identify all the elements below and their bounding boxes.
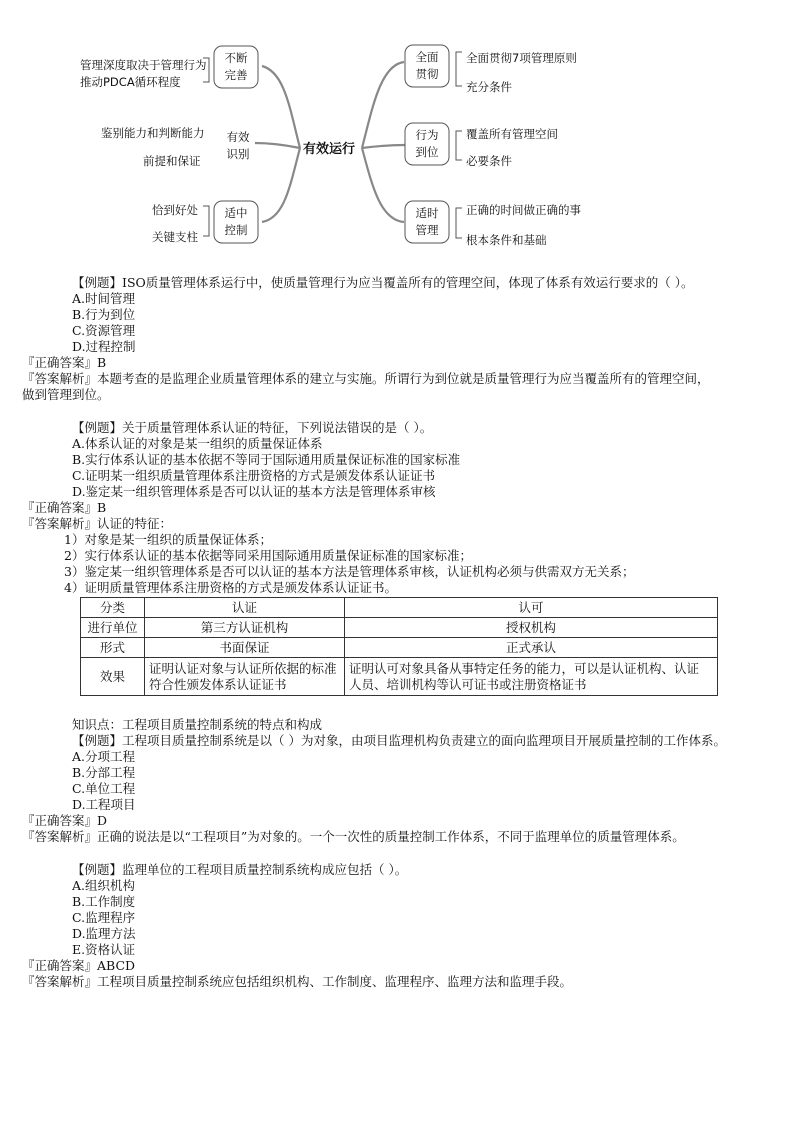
q1-option: A.时间管理 <box>72 291 136 306</box>
q4-answer: 『正确答案』ABCD <box>22 958 136 973</box>
q4-option: A.组织机构 <box>72 878 136 893</box>
q1-option: C.资源管理 <box>72 323 136 338</box>
q3-option: A.分项工程 <box>72 749 136 764</box>
table-cell-line: 人员、培训机构等认可证书或注册资格证书 <box>349 676 587 692</box>
table-row <box>81 658 718 696</box>
q4-analysis: 『答案解析』工程项目质量控制系统应包括组织机构、工作制度、监理程序、监理方法和监理手段。 <box>22 974 573 989</box>
mind-map-leaf: 根本条件和基础 <box>466 233 547 247</box>
q2-point: 3）鉴定某一组织管理体系是否可以认证的基本方法是管理体系审核，认证机构必须与供需双方无关系； <box>64 564 635 579</box>
mind-map-leaf: 推动PDCA循环程度 <box>80 75 181 89</box>
node-label: 适中 <box>224 206 248 220</box>
table-cell: 授权机构 <box>345 618 718 638</box>
q3-analysis: 『答案解析』正确的说法是以“工程项目”为对象的。一个一次性的质量控制工作体系，不同于监理单位的质量管理体系。 <box>22 829 685 844</box>
table-cell: 进行单位 <box>81 618 145 638</box>
q1-option: B.行为到位 <box>72 307 136 322</box>
q2-stem: 【例题】关于质量管理体系认证的特征，下列说法错误的是（ ）。 <box>72 420 433 435</box>
table-cell: 第三方认证机构 <box>145 618 345 638</box>
mind-map-node-behavior-in-place <box>405 123 449 165</box>
table-cell <box>145 658 345 696</box>
mind-map-leaf: 前提和保证 <box>143 154 201 168</box>
mind-map-node-full-implement <box>405 45 449 87</box>
mind-map-center: 有效运行 <box>303 142 356 157</box>
q4-option: B.工作制度 <box>72 894 136 909</box>
q4-option: E.资格认证 <box>72 942 136 957</box>
table-cell-line: 证明认可对象具备从事特定任务的能力，可以是认证机构、认证 <box>349 660 700 676</box>
mind-map-leaf: 管理深度取决于管理行为 <box>80 58 207 72</box>
q4-option: D.监理方法 <box>72 926 136 941</box>
q4-option: C.监理程序 <box>72 910 136 925</box>
q2-option: B.实行体系认证的基本依据不等同于国际通用质量保证标准的国家标准 <box>72 452 461 467</box>
table-cell <box>345 658 718 696</box>
q3-option: B.分部工程 <box>72 765 136 780</box>
table-cell: 形式 <box>81 638 145 658</box>
table-header-cell: 分类 <box>81 598 145 618</box>
table-cell: 效果 <box>81 658 145 696</box>
q2-answer: 『正确答案』B <box>22 500 107 515</box>
q3-stem: 【例题】工程项目质量控制系统是以（ ）为对象，由项目监理机构负责建立的面向监理项目开展质量控制的工作体系。 <box>72 733 726 748</box>
mind-map-leaf: 必要条件 <box>466 154 512 168</box>
node-label: 到位 <box>415 145 439 159</box>
mind-map-node-moderate-control <box>214 201 258 243</box>
q1-option: D.过程控制 <box>72 339 136 354</box>
mind-map-node-effective-identify <box>216 128 260 164</box>
q3-option: D.工程项目 <box>72 797 136 812</box>
table-row <box>81 618 718 638</box>
table-cell-line: 证明认证对象与认证所依据的标准 <box>149 660 337 676</box>
node-label: 识别 <box>226 147 250 161</box>
node-label: 控制 <box>224 223 248 237</box>
table-header-cell: 认可 <box>345 598 718 618</box>
node-label: 完善 <box>224 68 248 82</box>
q2-point: 1）对象是某一组织的质量保证体系； <box>64 532 272 547</box>
table-cell-line: 符合性颁发体系认证证书 <box>149 676 287 692</box>
table-header-row <box>81 598 718 618</box>
node-label: 行为 <box>415 128 439 142</box>
node-label: 全面 <box>415 50 439 64</box>
q2-point: 4）证明质量管理体系注册资格的方式是颁发体系认证证书。 <box>64 580 397 595</box>
node-label: 不断 <box>224 51 248 65</box>
mind-map <box>0 0 800 265</box>
node-label: 管理 <box>415 223 439 237</box>
q1-answer: 『正确答案』B <box>22 355 107 370</box>
mind-map-leaf: 恰到好处 <box>152 203 198 217</box>
node-label: 适时 <box>415 206 439 220</box>
mind-map-node-continuous-improve <box>214 46 258 88</box>
q1-stem: 【例题】ISO质量管理体系运行中，使质量管理行为应当覆盖所有的管理空间，体现了体系有效运行要求的（ ）。 <box>72 275 694 290</box>
mind-map-leaf: 充分条件 <box>466 80 512 94</box>
q2-option: C.证明某一组织质量管理体系注册资格的方式是颁发体系认证证书 <box>72 468 436 483</box>
table-cell: 书面保证 <box>145 638 345 658</box>
table-header-cell: 认证 <box>145 598 345 618</box>
mind-map-leaf: 鉴别能力和判断能力 <box>101 126 205 140</box>
q3-answer: 『正确答案』D <box>22 813 108 828</box>
mind-map-leaf: 关键支柱 <box>152 230 198 244</box>
mind-map-leaf: 正确的时间做正确的事 <box>466 203 581 217</box>
table-row <box>81 638 718 658</box>
q4-stem: 【例题】监理单位的工程项目质量控制系统构成应包括（ ）。 <box>72 862 408 877</box>
node-label: 有效 <box>226 130 250 144</box>
mind-map-leaf: 覆盖所有管理空间 <box>466 127 558 141</box>
table-cell: 正式承认 <box>345 638 718 658</box>
mind-map-leaf: 全面贯彻7项管理原则 <box>466 51 577 65</box>
comparison-table <box>80 597 718 696</box>
q1-analysis-cont: 做到管理到位。 <box>22 387 110 402</box>
knowledge-point: 知识点：工程项目质量控制系统的特点和构成 <box>72 717 323 732</box>
q2-analysis: 『答案解析』认证的特征： <box>22 516 173 531</box>
node-label: 贯彻 <box>415 67 439 81</box>
q1-analysis: 『答案解析』本题考查的是监理企业质量管理体系的建立与实施。所谓行为到位就是质量管理行为应当覆盖所有的管理空间， <box>22 371 710 386</box>
q2-option: A.体系认证的对象是某一组织的质量保证体系 <box>72 436 323 451</box>
q2-option: D.鉴定某一组织管理体系是否可以认证的基本方法是管理体系审核 <box>72 484 436 499</box>
mind-map-node-timely-management <box>405 201 449 243</box>
q3-option: C.单位工程 <box>72 781 136 796</box>
q2-point: 2）实行体系认证的基本依据等同采用国际通用质量保证标准的国家标准； <box>64 548 472 563</box>
